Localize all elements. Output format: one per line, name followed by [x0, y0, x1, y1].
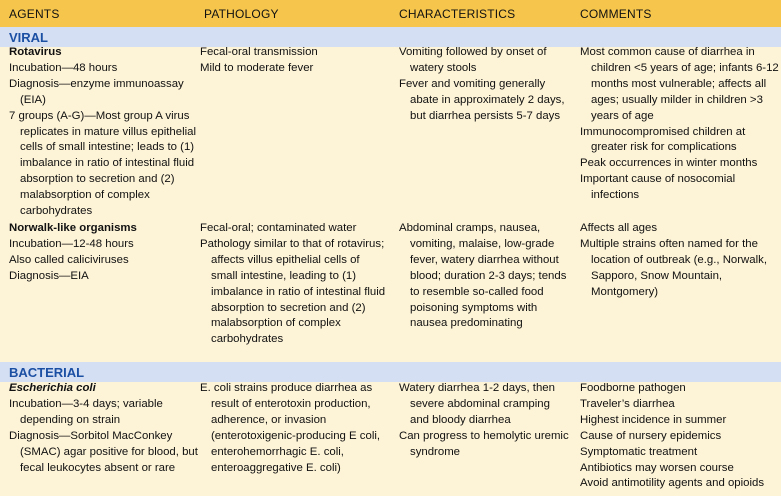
- comment-item: Foodborne pathogen: [580, 382, 686, 394]
- rotavirus-comments-cell: [580, 45, 780, 204]
- header-comments: COMMENTS: [580, 7, 652, 21]
- norwalk-pathology-cell: [200, 221, 388, 348]
- comment-item: Important cause of nosocomial infections: [580, 173, 736, 202]
- agent-detail: 7 groups (A-G)—Most group A virus replicates in mature villus epithelial cells of small intestine; leads to (1) imbalance in ratio of intestinal fluid absorption to secretion and (2) malabsorption of complex carbohydrates: [9, 109, 197, 218]
- ecoli-agents-cell: [9, 381, 199, 476]
- agent-detail: Also called caliciviruses: [9, 253, 129, 266]
- pathology-item: Fecal-oral transmission: [200, 46, 318, 58]
- ecoli-pathology-cell: [200, 381, 388, 476]
- header-agents: AGENTS: [9, 7, 60, 21]
- agent-name: Escherichia coli: [9, 382, 96, 394]
- characteristic-item: Watery diarrhea 1-2 days, then severe abdominal cramping and bloody diarrhea: [399, 382, 555, 426]
- agent-name: Norwalk-like organisms: [9, 222, 137, 234]
- agent-detail: Incubation—48 hours: [9, 61, 118, 74]
- agent-detail: Diagnosis—enzyme immunoassay (EIA): [9, 77, 184, 106]
- characteristic-item: Can progress to hemolytic uremic syndrome: [399, 429, 569, 458]
- pathology-item: Mild to moderate fever: [200, 61, 314, 74]
- section-label-bacterial: BACTERIAL: [9, 365, 85, 380]
- comment-item: Cause of nursery epidemics: [580, 429, 722, 442]
- ecoli-comments-cell: [580, 381, 780, 492]
- rotavirus-pathology-cell: [200, 45, 388, 77]
- norwalk-characteristics-cell: [399, 221, 571, 332]
- rotavirus-characteristics-cell: [399, 45, 571, 125]
- agent-detail: Diagnosis—Sorbitol MacConkey (SMAC) agar positive for blood, but fecal leukocytes absent or rare: [9, 429, 198, 474]
- characteristic-item: Fever and vomiting generally abate in approximately 2 days, but diarrhea persists 5-7 days: [399, 77, 565, 122]
- comment-item: Affects all ages: [580, 222, 658, 234]
- agent-detail: Incubation—12-48 hours: [9, 237, 134, 250]
- comment-item: Highest incidence in summer: [580, 413, 727, 426]
- rotavirus-agents-cell: [9, 45, 199, 220]
- pathology-item: Pathology similar to that of rotavirus; affects villus epithelial cells of small intestine, leading to (1) imbalance in ratio of intestinal fluid absorption to secretion and (2) malabsorption of complex carbohydrates: [200, 237, 386, 346]
- comment-item: Most common cause of diarrhea in children <5 years of age; infants 6-12 months most vulnerable; affects all ages; usually milder in children >3 years of age: [580, 46, 779, 122]
- agent-name: Rotavirus: [9, 46, 62, 58]
- section-bacterial: [0, 362, 781, 382]
- agent-detail: Incubation—3-4 days; variable depending on strain: [9, 397, 163, 426]
- section-label-viral: VIRAL: [9, 30, 48, 45]
- norwalk-agents-cell: [9, 221, 199, 285]
- header-pathology: PATHOLOGY: [204, 7, 279, 21]
- comment-item: Antibiotics may worsen course: [580, 461, 734, 474]
- pathology-item: Fecal-oral; contaminated water: [200, 222, 357, 234]
- agent-detail: Diagnosis—EIA: [9, 269, 89, 282]
- table-header-row: [0, 0, 781, 27]
- comment-item: Immunocompromised children at greater risk for complications: [580, 125, 746, 154]
- characteristic-item: Abdominal cramps, nausea, vomiting, malaise, low-grade fever, watery diarrhea without blood; duration 2-3 days; tends to resemble so-called food poisoning symptoms with nausea predominating: [399, 222, 567, 330]
- section-viral: [0, 27, 781, 47]
- comment-item: Peak occurrences in winter months: [580, 157, 758, 170]
- comment-item: Avoid antimotility agents and opioids: [580, 477, 765, 490]
- comment-item: Traveler’s diarrhea: [580, 397, 675, 410]
- characteristic-item: Vomiting followed by onset of watery stools: [399, 46, 547, 74]
- pathology-item: E. coli strains produce diarrhea as result of enterotoxin production, adherence, or invasion (enterotoxigenic-producing E coli, enterohemorrhagic E. coli, enteroaggregative E. coli): [200, 382, 381, 474]
- header-characteristics: CHARACTERISTICS: [399, 7, 516, 21]
- comment-item: Multiple strains often named for the location of outbreak (e.g., Norwalk, Sapporo, Snow Mountain, Montgomery): [580, 237, 768, 298]
- ecoli-characteristics-cell: [399, 381, 571, 461]
- comment-item: Symptomatic treatment: [580, 445, 698, 458]
- norwalk-comments-cell: [580, 221, 780, 301]
